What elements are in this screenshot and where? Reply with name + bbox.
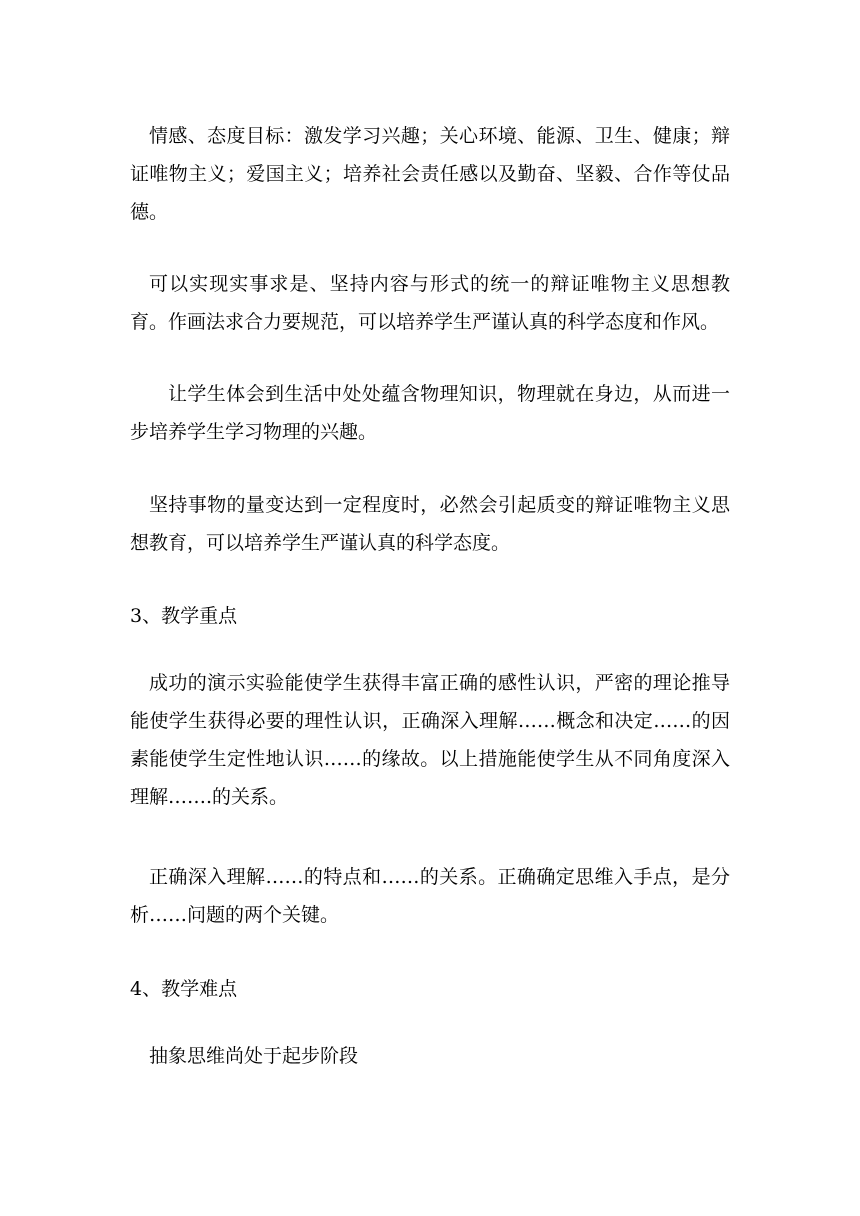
paragraph-emotion-attitude-goals: 情感、态度目标：激发学习兴趣；关心环境、能源、卫生、健康；辩证唯物主义；爱国主义；培养社会责任感以及勤奋、坚毅、合作等仗品德。 bbox=[130, 125, 730, 223]
paragraph-quantitative-change: 坚持事物的量变达到一定程度时，必然会引起质变的辩证唯物主义思想教育，可以培养学生严谨认真的科学态度。 bbox=[130, 494, 730, 554]
paragraph-difficulties-abstract-thinking: 抽象思维尚处于起步阶段 bbox=[149, 1045, 359, 1067]
section-heading-key-points: 3、教学重点 bbox=[130, 605, 238, 627]
section-heading-difficulties: 4、教学难点 bbox=[130, 978, 238, 1000]
paragraph-dialectical-materialism: 可以实现实事求是、坚持内容与形式的统一的辩证唯物主义思想教育。作画法求合力要规范，可以培养学生严谨认真的科学态度和作风。 bbox=[130, 273, 730, 333]
paragraph-key-points-understanding: 正确深入理解……的特点和……的关系。正确确定思维入手点，是分析……问题的两个关键。 bbox=[130, 866, 730, 926]
paragraph-key-points-experiment: 成功的演示实验能使学生获得丰富正确的感性认识，严密的理论推导能使学生获得必要的理性认识，正确深入理解……概念和决定……的因素能使学生定性地认识……的缘故。以上措施能使学生从不同角度深入理解…….的关系。 bbox=[130, 672, 730, 808]
paragraph-physics-in-life: 让学生体会到生活中处处蕴含物理知识，物理就在身边，从而进一步培养学生学习物理的兴趣。 bbox=[130, 383, 730, 443]
